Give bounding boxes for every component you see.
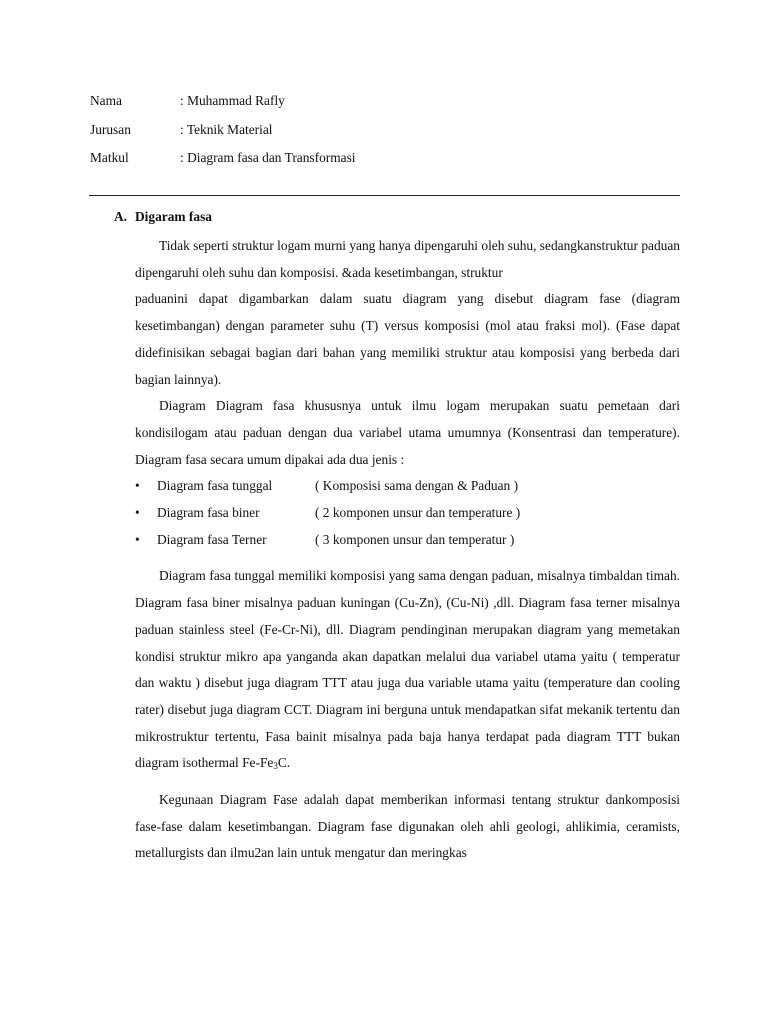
section-title: Digaram fasa	[135, 209, 212, 224]
paragraph-1a: Tidak seperti struktur logam murni yang hanya dipengaruhi oleh suhu, sedangkanstruktur paduan dipengaruhi oleh suhu dan komposisi. &ada kesetimbangan, struktur	[135, 238, 680, 280]
list-item-desc: ( 2 komponen unsur dan temperature )	[315, 505, 521, 521]
section-heading	[114, 207, 680, 227]
list-item-desc: ( 3 komponen unsur dan temperatur )	[315, 531, 515, 547]
list-item	[135, 527, 680, 554]
subscript: 3	[273, 761, 278, 772]
section-a	[114, 207, 680, 867]
info-value: : Muhammad Rafly	[180, 93, 285, 108]
list-item-name: Diagram fasa Terner	[157, 531, 267, 547]
paragraph-4: Kegunaan Diagram Fase adalah dapat memberikan informasi tentang struktur dankomposisi fase-fase dalam kesetimbangan. Diagram fase digunakan oleh ahli geologi, ahlikimia, ceramists, metallurgists dan ilmu2an lain untuk mengatur dan meringkas	[135, 792, 680, 861]
paragraph-1b: paduanini dapat digambarkan dalam suatu diagram yang disebut diagram fase (diagram kesetimbangan) dengan parameter suhu (T) versus komposisi (mol atau fraksi mol). (Fase dapat didefinisikan sebagai bagian dari bahan yang memiliki struktur atau komposisi yang berbeda dari bagian lainnya).	[135, 291, 680, 387]
paragraph-3	[135, 563, 680, 777]
paragraph-2: Diagram Diagram fasa khususnya untuk ilmu logam merupakan suatu pemetaan dari kondisilogam atau paduan dengan dua variabel utama umumnya (Konsentrasi dan temperature). Diagram fasa secara umum dipakai ada dua jenis :	[135, 398, 680, 467]
list-item	[135, 473, 680, 500]
info-key: Nama	[90, 93, 122, 108]
info-row-jurusan	[90, 121, 356, 150]
info-key: Matkul	[90, 150, 129, 165]
info-key: Jurusan	[90, 121, 131, 137]
list-item-desc: ( Komposisi sama dengan & Paduan )	[315, 478, 519, 494]
list-item-name: Diagram fasa biner	[157, 505, 260, 521]
list-item	[135, 500, 680, 527]
bullet-icon: •	[135, 531, 140, 547]
bullet-icon: •	[135, 505, 140, 521]
info-value: : Diagram fasa dan Transformasi	[180, 150, 356, 165]
paragraph-3-end: C.	[277, 755, 291, 771]
student-info	[90, 92, 356, 178]
paragraph-3-text: Diagram fasa tunggal memiliki komposisi yang sama dengan paduan, misalnya timbaldan timah. Diagram fasa biner misalnya paduan kuningan (Cu-Zn), (Cu-Ni) ,dll. Diagram fasa terner misalnya paduan stainless steel (Fe-Cr-Ni), dll. Diagram pendinginan merupakan diagram yang memetakan kondisi struktur mikro apa yanganda akan dapatkan melalui dua variabel utama yaitu ( temperatur dan waktu ) disebut juga diagram TTT atau juga dua variable utama yaitu (temperature dan cooling rater) disebut juga diagram CCT. Diagram ini berguna untuk mendapatkan sifat mekanik tertentu dan mikrostruktur tertentu, Fasa bainit misalnya pada baja hanya terdapat pada diagram TTT bukan diagram isothermal Fe-Fe	[135, 568, 680, 771]
section-number: A.	[114, 209, 128, 224]
section-body	[135, 233, 680, 867]
list-item-name: Diagram fasa tunggal	[157, 478, 273, 494]
info-row-nama	[90, 92, 356, 121]
header-divider	[89, 195, 680, 196]
info-row-matkul	[90, 149, 356, 178]
bullet-icon: •	[135, 478, 140, 494]
phase-diagram-types	[135, 473, 680, 553]
info-value: : Teknik Material	[180, 121, 273, 137]
